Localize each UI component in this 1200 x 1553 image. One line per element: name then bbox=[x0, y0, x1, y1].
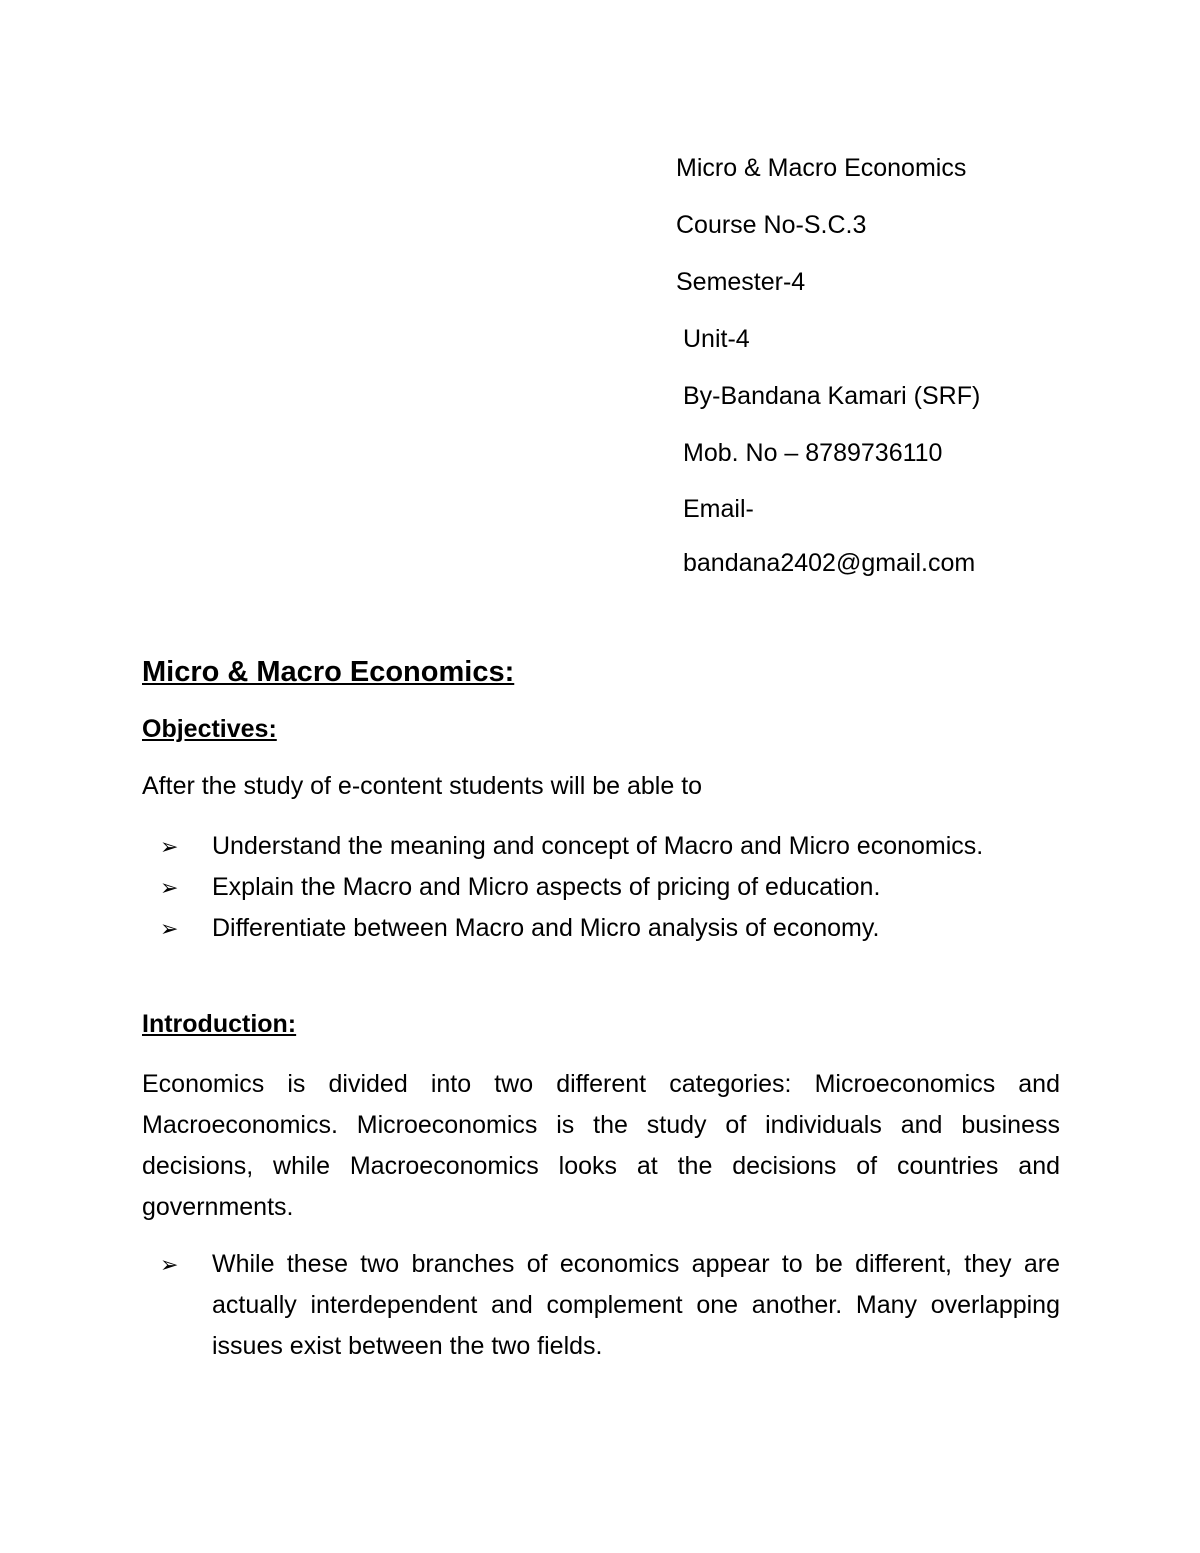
email-address: bandana2402@gmail.com bbox=[683, 549, 976, 577]
list-item bbox=[160, 1244, 1060, 1367]
semester: Semester-4 bbox=[676, 268, 806, 296]
arrow-bullet-icon: ➢ bbox=[160, 1252, 179, 1277]
list-item bbox=[160, 867, 1060, 908]
objectives-heading: Objectives: bbox=[142, 715, 277, 743]
arrow-bullet-icon: ➢ bbox=[160, 834, 179, 859]
arrow-bullet-icon: ➢ bbox=[160, 875, 179, 900]
list-item bbox=[160, 908, 1060, 949]
course-number: Course No-S.C.3 bbox=[676, 211, 867, 239]
mobile-number: Mob. No – 8789736110 bbox=[683, 439, 943, 467]
objectives-lead: After the study of e-content students will be able to bbox=[142, 772, 703, 800]
objectives-list bbox=[160, 826, 1060, 949]
list-item-text: Understand the meaning and concept of Macro and Micro economics. bbox=[212, 832, 984, 860]
list-item-text: Explain the Macro and Micro aspects of pricing of education. bbox=[212, 873, 881, 901]
course-title: Micro & Macro Economics bbox=[676, 154, 967, 182]
introduction-heading: Introduction: bbox=[142, 1010, 297, 1038]
arrow-bullet-icon: ➢ bbox=[160, 916, 179, 941]
author: By-Bandana Kamari (SRF) bbox=[683, 382, 981, 410]
list-item-text: While these two branches of economics appear to be different, they are actually interdependent and complement one another. Many overlapping issues exist between the two fields. bbox=[212, 1250, 1060, 1360]
introduction-paragraph: Economics is divided into two different categories: Microeconomics and Macroeconomics. Microeconomics is the study of individuals and business decisions, while Macroeconomics looks at the decisions of countries and governments. bbox=[142, 1070, 1060, 1221]
unit: Unit-4 bbox=[683, 325, 750, 353]
course-info-block bbox=[676, 140, 1156, 590]
page-title: Micro & Macro Economics: bbox=[142, 656, 515, 688]
list-item-text: Differentiate between Macro and Micro analysis of economy. bbox=[212, 914, 880, 942]
introduction-list bbox=[160, 1244, 1060, 1367]
list-item bbox=[160, 826, 1012, 867]
email-label: Email- bbox=[683, 495, 754, 523]
